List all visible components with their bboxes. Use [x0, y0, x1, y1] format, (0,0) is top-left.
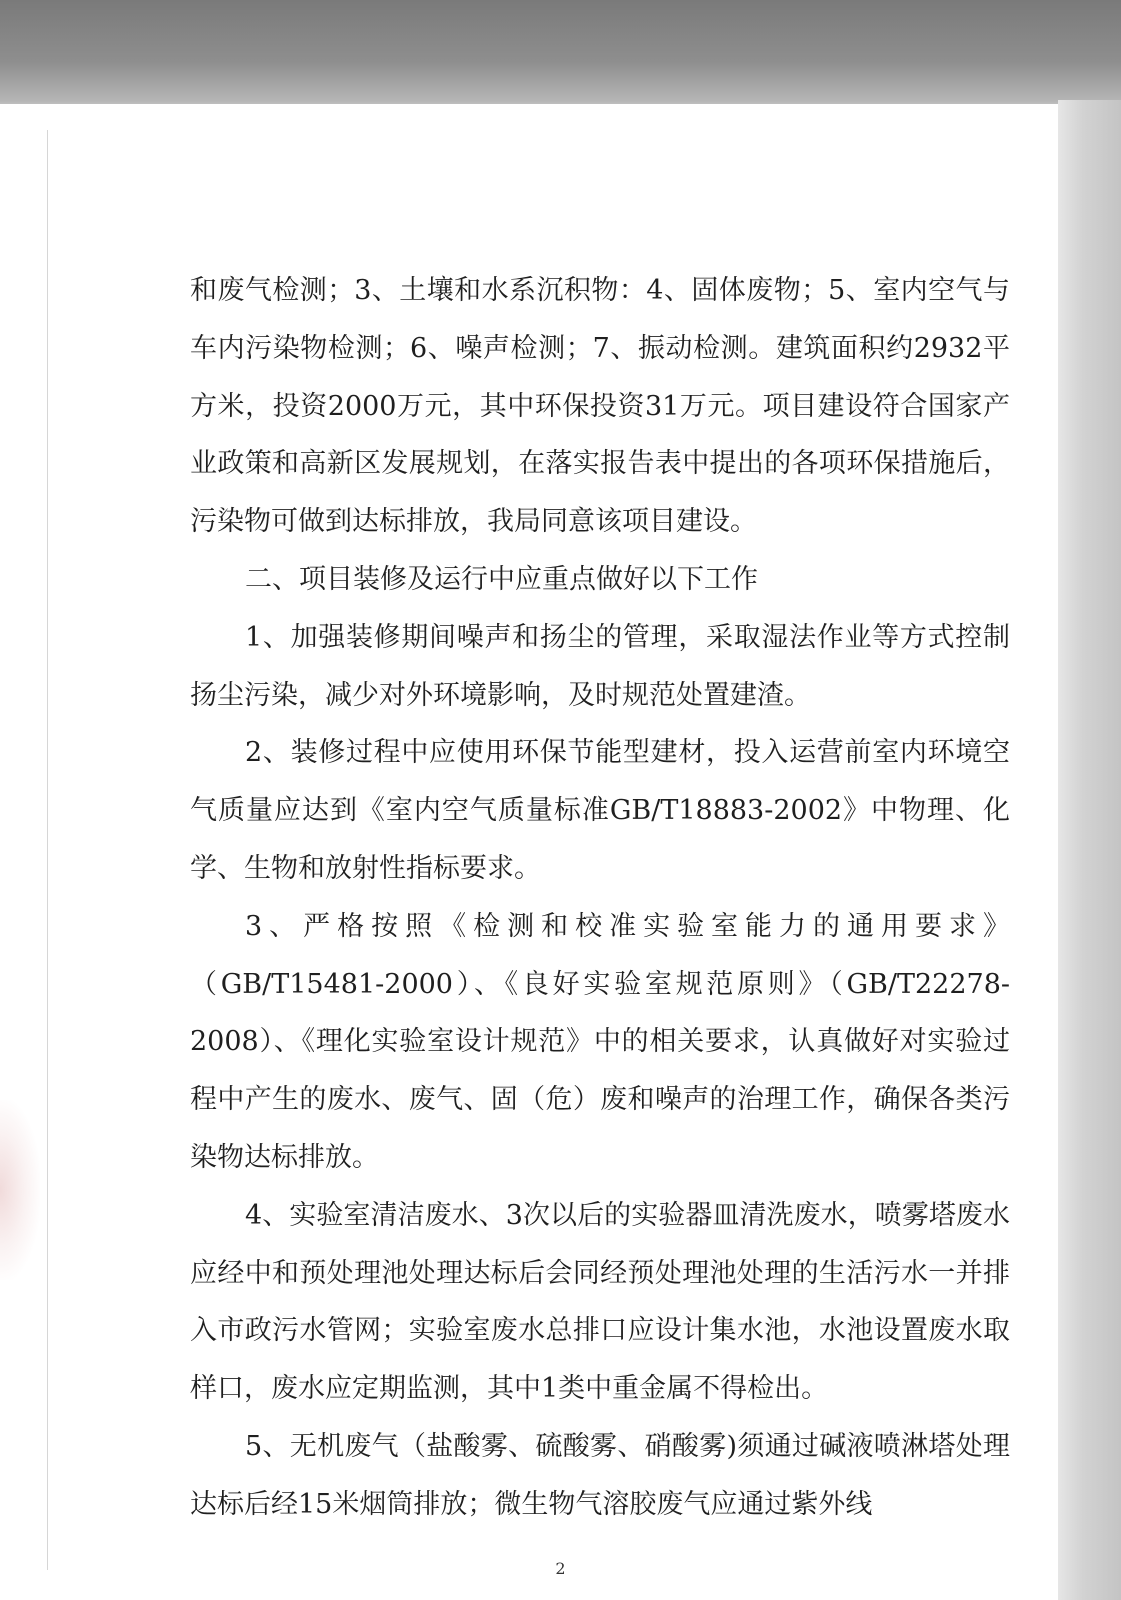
- page-number: 2: [555, 1559, 566, 1578]
- paragraph-item-4: 4、实验室清洁废水、3次以后的实验器皿清洗废水，喷雾塔废水应经中和预处理池处理达标后会同经预处理池处理的生活污水一并排入市政污水管网；实验室废水总排口应设计集水池，水池设置废水取样口，废水应定期监测，其中1类中重金属不得检出。: [190, 1199, 1010, 1405]
- paragraph-item-2: 2、装修过程中应使用环保节能型建材，投入运营前室内环境空气质量应达到《室内空气质量标准GB/T18883-2002》中物理、化学、生物和放射性指标要求。: [190, 737, 1010, 884]
- section-heading: 二、项目装修及运行中应重点做好以下工作: [245, 563, 758, 595]
- document-body: [190, 262, 1010, 1534]
- scan-right-edge: [1058, 100, 1121, 1600]
- paragraph-item-3: 3、严格按照《检测和校准实验室能力的通用要求》（GB/T15481-2000）、《良好实验室规范原则》（GB/T22278-2008）、《理化实验室设计规范》中的相关要求，认真做好对实验过程中产生的废水、废气、固（危）废和噪声的治理工作，确保各类污染物达标排放。: [190, 910, 1010, 1173]
- paragraph-item-1: 1、加强装修期间噪声和扬尘的管理，采取湿法作业等方式控制扬尘污染，减少对外环境影响，及时规范处置建渣。: [190, 621, 1010, 711]
- paragraph-continuation: 和废气检测；3、土壤和水系沉积物：4、固体废物；5、室内空气与车内污染物检测；6、噪声检测；7、振动检测。建筑面积约2932平方米，投资2000万元，其中环保投资31万元。项目建设符合国家产业政策和高新区发展规划，在落实报告表中提出的各项环保措施后，污染物可做到达标排放，我局同意该项目建设。: [190, 275, 1010, 538]
- seal-stamp-fragment: [0, 1100, 40, 1280]
- scan-top-shadow: [0, 0, 1121, 112]
- page-left-fold-line: [47, 130, 48, 1570]
- paragraph-item-5: 5、无机废气（盐酸雾、硫酸雾、硝酸雾)须通过碱液喷淋塔处理达标后经15米烟筒排放；微生物气溶胶废气应通过紫外线: [190, 1430, 1010, 1520]
